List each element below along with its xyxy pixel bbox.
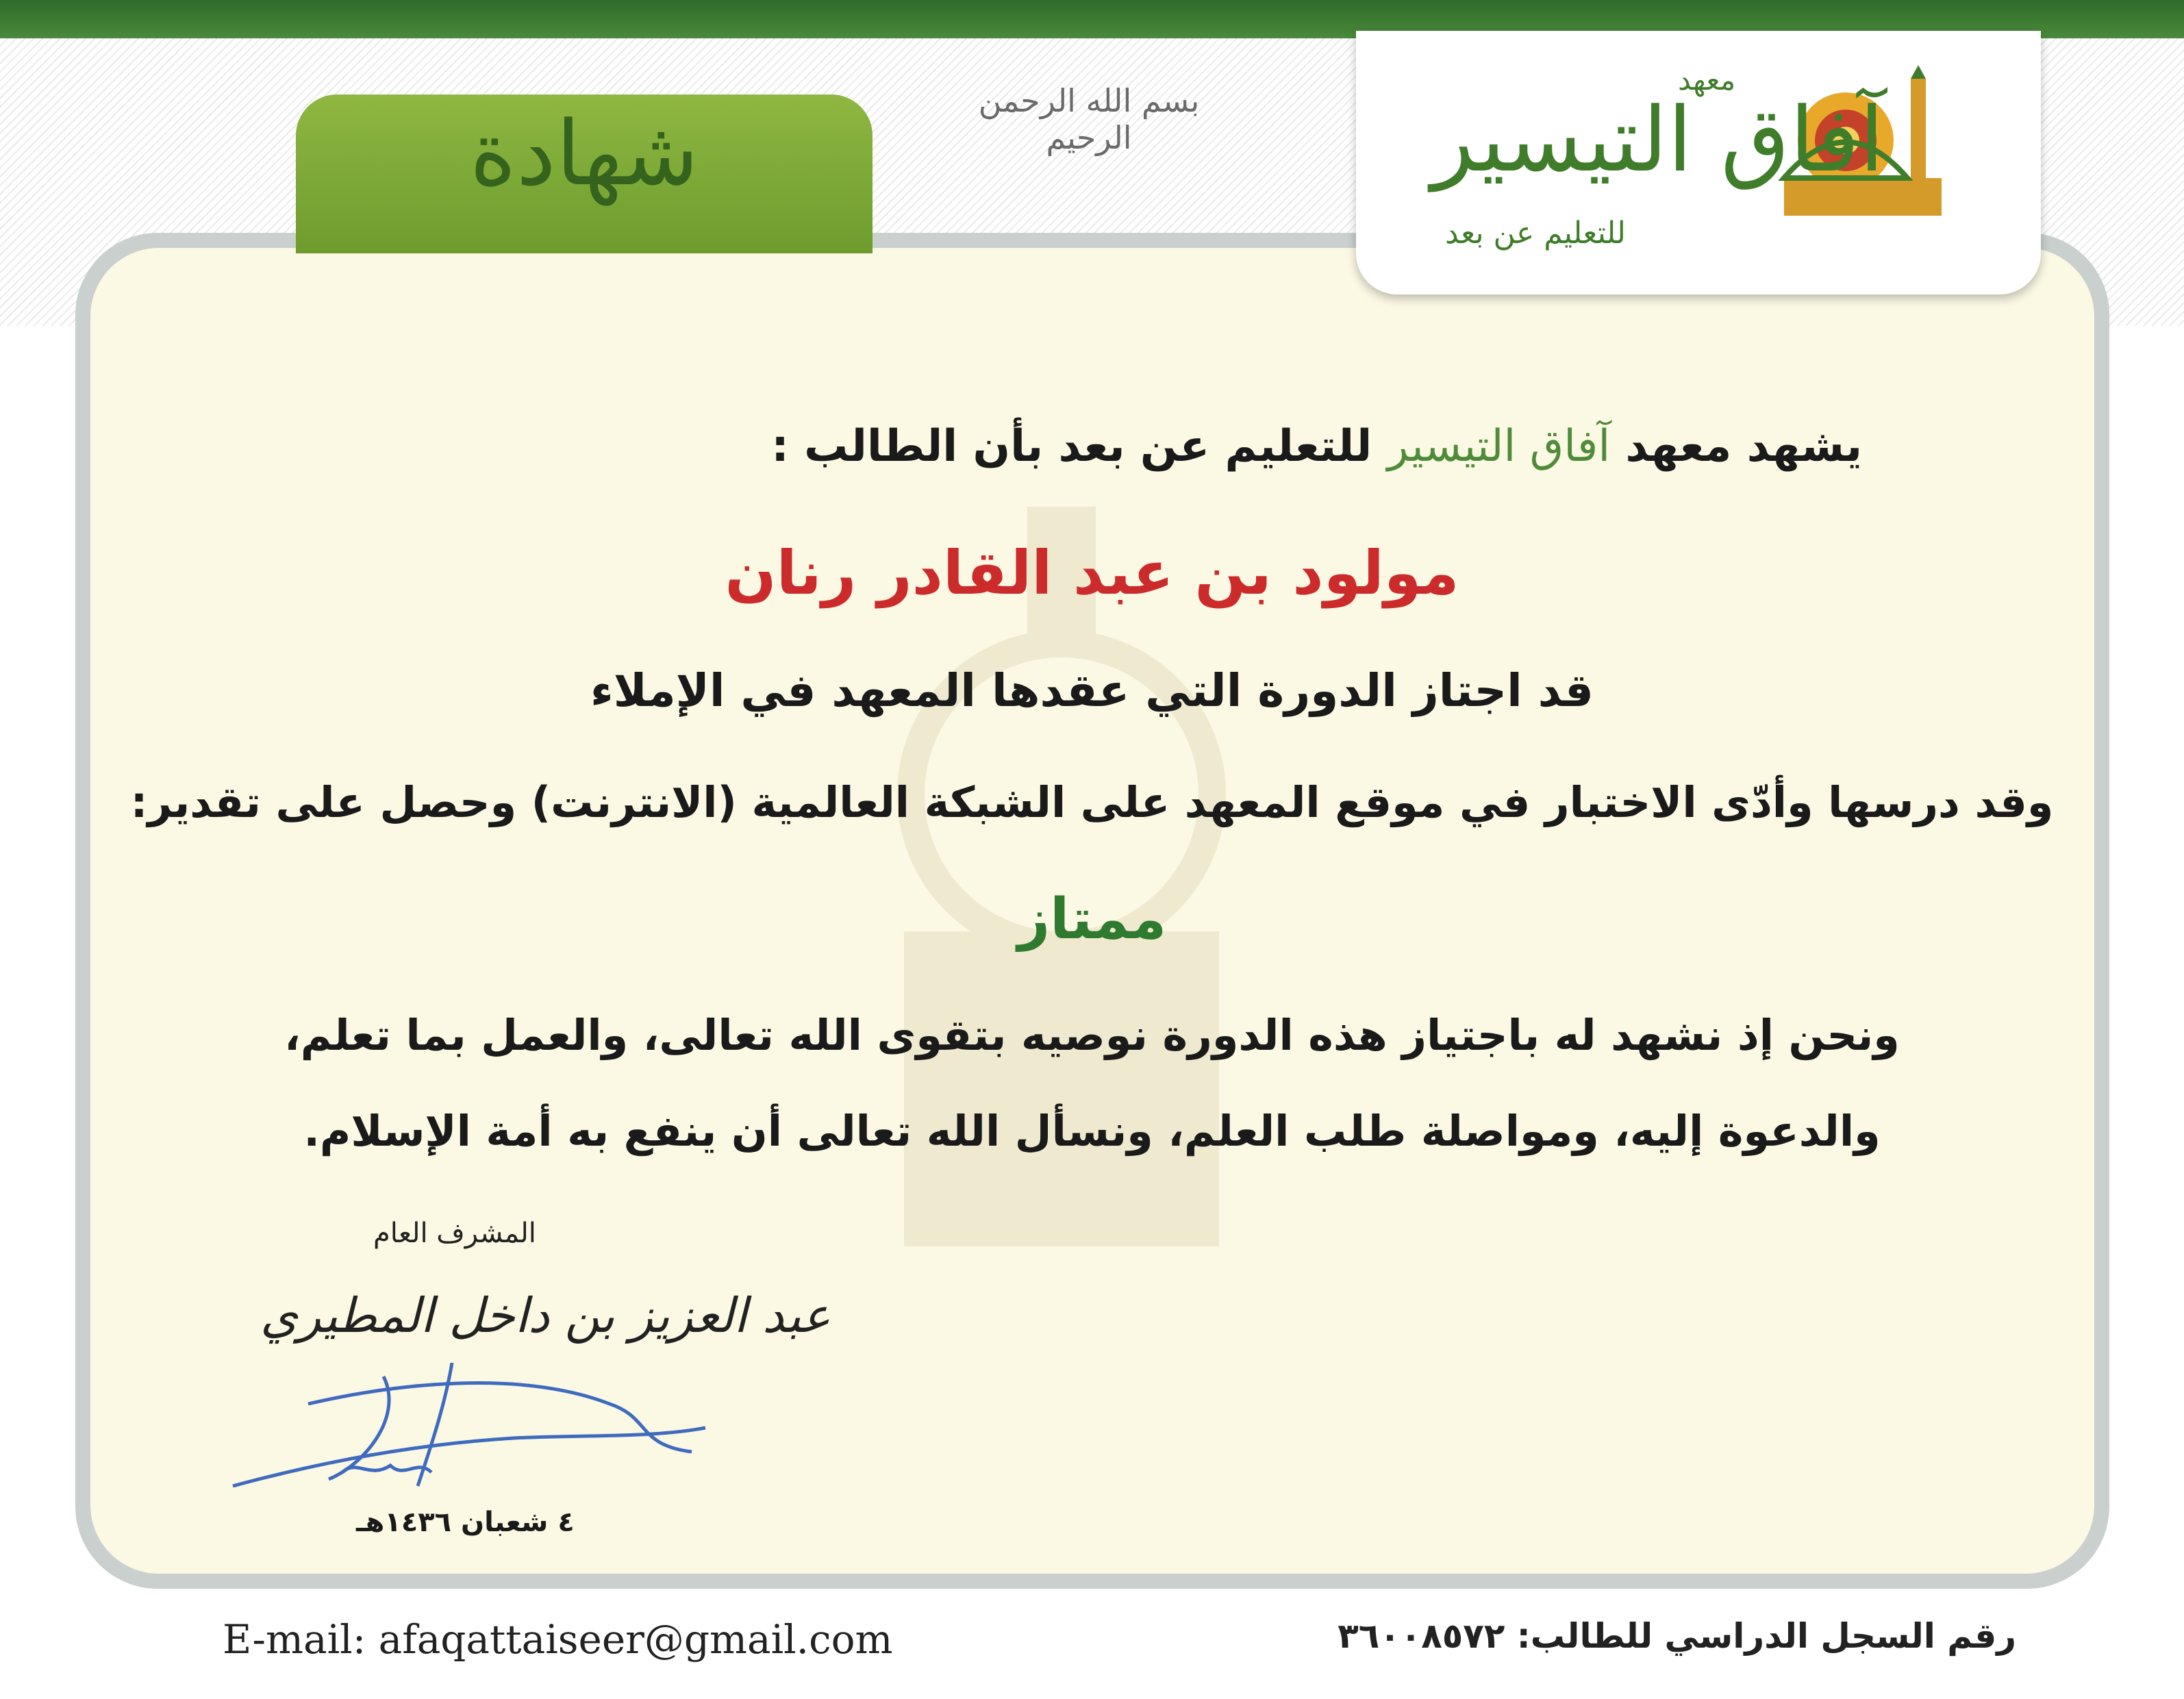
certificate-title: شهادة — [469, 101, 699, 205]
footer-email: E-mail: afaqattaiseer@gmail.com — [223, 1616, 893, 1663]
intro-line — [0, 421, 2184, 472]
course-line: قد اجتاز الدورة التي عقدها المعهد في الإملاء — [590, 664, 1594, 717]
signature-date: ٤ شعبان ١٤٣٦هـ — [356, 1507, 575, 1538]
grade: ممتاز — [1017, 887, 1167, 952]
student-name: مولود بن عبد القادر رنان — [725, 538, 1459, 608]
supervisor-name: عبد العزيز بن داخل المطيري — [260, 1287, 831, 1344]
exam-line: وقد درسها وأدّى الاختبار في موقع المعهد على الشبكة العالمية (الانترنت) وحصل على تقدير: — [130, 777, 2054, 827]
logo-top-word: معهد — [1678, 63, 1736, 97]
supervisor-label: المشرف العام — [373, 1218, 536, 1249]
advice-line-1: ونحن إذ نشهد له باجتياز هذه الدورة نوصيه بتقوى الله تعالى، والعمل بما تعلم، — [284, 1010, 1900, 1060]
handwritten-signature — [226, 1363, 719, 1500]
logo-subtitle: للتعليم عن بعد — [1445, 216, 1626, 251]
basmala: بسم الله الرحمن الرحيم — [978, 82, 1200, 156]
intro-start: يشهد معهد — [1625, 421, 1862, 472]
logo-name: آفاق التيسير — [1431, 88, 1885, 192]
footer-registration-number: رقم السجل الدراسي للطالب: ٣٦٠٠٨٥٧٢ — [1338, 1616, 2016, 1656]
intro-end: للتعليم عن بعد بأن الطالب : — [771, 421, 1372, 472]
advice-line-2: والدعوة إليه، ومواصلة طلب العلم، ونسأل الله تعالى أن ينفع به أمة الإسلام. — [303, 1106, 1881, 1156]
intro-brand: آفاق التيسير — [1387, 421, 1611, 472]
certificate-title-tab — [296, 95, 873, 253]
